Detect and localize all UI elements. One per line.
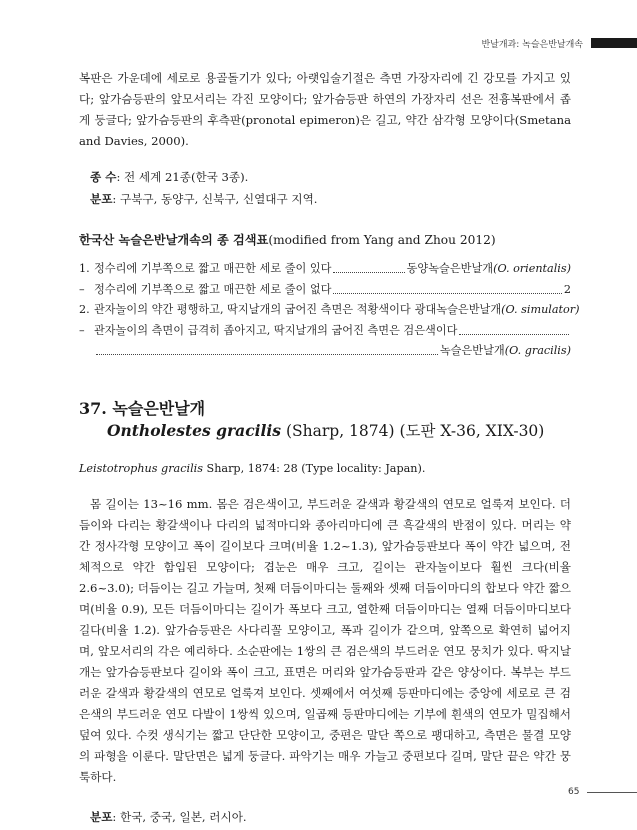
key-line xyxy=(79,300,580,321)
synonym-reference: Sharp, 1874: 28 (Type locality: Japan). xyxy=(202,461,426,475)
species-description: 몸 길이는 13~16 mm. 몸은 검은색이고, 부드러운 갈색과 황갈색의 연모로 얼룩져 보인다. 더듬이와 다리는 황갈색이나 다리의 넓적마디와 종아리마디에 큰 흑갈색의 반점이 있다. 머리는 약간 정사각형 모양이고 폭이 길이보다 크며(비율 1.2~1.3), 앞가슴등판보다 폭이 약간 넓으며, 전체적으로 약간 함입된 모양이다; 겹눈은 매우 크고, 길이는 관자놀이보다 훨씬 크다(비율 2.6~3.0); 더듬이는 길고 가늘며, 첫째 더듬이마디는 둘째와 셋째 더듬이마디의 합보다 약간 짧으며(비율 0.9), 모든 더듬이마디는 길이가 폭보다 크고, 열한째 더듬이마디는 열째 더듬이마디보다 길다(비율 1.2). 앞가슴등판은 사다리꼴 모양이고, 폭과 길이가 같으며, 앞쪽으로 확연히 넓어지며, 앞모서리의 각은 예리하다. 소순판에는 1쌍의 큰 검은색의 부드러운 연모 뭉치가 있다. 딱지날개는 앞가슴등판보다 길이와 폭이 크고, 표면은 머리와 앞가슴등판과 같은 양상이다. 복부는 부드러운 갈색과 황갈색의 연모로 얼룩져 보인다. 셋째에서 여섯째 등판마디에는 중앙에 세로로 큰 검은색의 부드러운 연모 다발이 1쌍씩 있으며, 일곱째 등판마디에는 기부에 흰색의 연모가 밀집해서 덮여 있다. 수컷 생식기는 짧고 단단한 모양이고, 중편은 말단 쪽으로 팽대하고, 측면은 물결 모양의 파형을 이룬다. 말단면은 넓게 둥글다. 파악기는 매우 가늘고 중편보다 길며, 말단 끝은 약간 뭉툭하다. xyxy=(79,496,571,784)
synonym-name: Leistotrophus gracilis xyxy=(79,461,203,475)
key-destination: 녹슬은반날개(O. gracilis) xyxy=(439,344,571,357)
key-couplet-mark: 2. xyxy=(79,303,90,316)
key-couplet-mark: 1. xyxy=(79,262,90,275)
key-couplet-text: 관자놀이의 약간 평행하고, 딱지날개의 굽어진 측면은 적황색이다 xyxy=(94,303,411,316)
key-leader-dots xyxy=(459,333,569,335)
key-destination: 광대녹슬은반날개(O. simulator) xyxy=(414,303,580,316)
species-scientific-name: Ontholestes gracilis xyxy=(107,420,282,440)
identification-key xyxy=(79,259,580,362)
genus-info xyxy=(79,166,571,210)
key-couplet-mark: – xyxy=(79,323,85,337)
key-couplet-mark: – xyxy=(79,282,85,296)
page-number: 65 xyxy=(568,787,580,797)
key-title xyxy=(79,230,571,250)
species-count-label: 종 수 xyxy=(90,170,117,184)
page-footer xyxy=(568,787,637,797)
species-title: 37. 녹슬은반날개 xyxy=(79,398,206,418)
key-couplet-text: 정수리에 기부쪽으로 짧고 매끈한 세로 줄이 있다 xyxy=(94,262,332,275)
key-couplet-text: 관자놀이의 측면이 급격히 좁아지고, 딱지날개의 굽어진 측면은 검은색이다 xyxy=(94,323,458,337)
species-count-value: : 전 세계 21종(한국 3종). xyxy=(116,170,249,184)
intro-paragraph: 복판은 가운데에 세로로 용골돌기가 있다; 아랫입술기절은 측면 가장자리에 긴 강모를 가지고 있다; 앞가슴등판의 앞모서리는 각진 모양이다; 앞가슴등판 하연의 가장자리 선은 전흉복판에서 좁게 둥글다; 앞가슴등판의 후측판(pronotal epimeron)은 길고, 약간 삼각형 모양이다(Smetana and Davies, 2000). xyxy=(79,71,571,148)
key-line xyxy=(79,341,571,362)
key-leader-dots xyxy=(333,292,561,294)
species-count-line xyxy=(79,166,571,188)
key-title-suffix: (modified from Yang and Zhou 2012) xyxy=(268,233,496,247)
key-line xyxy=(79,280,571,301)
key-leader-dots xyxy=(96,353,438,355)
key-leader-dots xyxy=(333,271,404,273)
species-distribution-line xyxy=(79,806,571,828)
header-bar xyxy=(591,38,637,48)
species-author-plate: (Sharp, 1874) (도판 X-36, XIX-30) xyxy=(281,421,545,440)
key-destination: 동양녹슬은반날개(O. orientalis) xyxy=(406,262,571,275)
genus-distribution-line xyxy=(79,188,571,210)
key-couplet-text: 정수리에 기부쪽으로 짧고 매끈한 세로 줄이 없다 xyxy=(94,282,332,296)
synonym-line xyxy=(79,459,571,479)
key-destination: 2 xyxy=(563,282,571,296)
key-line xyxy=(79,259,571,280)
key-line xyxy=(79,321,571,342)
running-title: 반날개과: 녹슬은반날개속 xyxy=(481,39,583,50)
footer-rule xyxy=(587,792,637,793)
species-distribution-label: 분포 xyxy=(90,809,113,824)
genus-distribution-label: 분포 xyxy=(90,192,113,206)
running-header xyxy=(481,36,637,50)
species-distribution-value: : 한국, 중국, 일본, 러시아. xyxy=(112,809,247,824)
key-title-text: 한국산 녹슬은반날개속의 종 검색표 xyxy=(79,233,269,247)
species-scientific-name-line xyxy=(79,420,571,442)
genus-distribution-value: : 구북구, 동양구, 신북구, 신열대구 지역. xyxy=(112,192,318,206)
